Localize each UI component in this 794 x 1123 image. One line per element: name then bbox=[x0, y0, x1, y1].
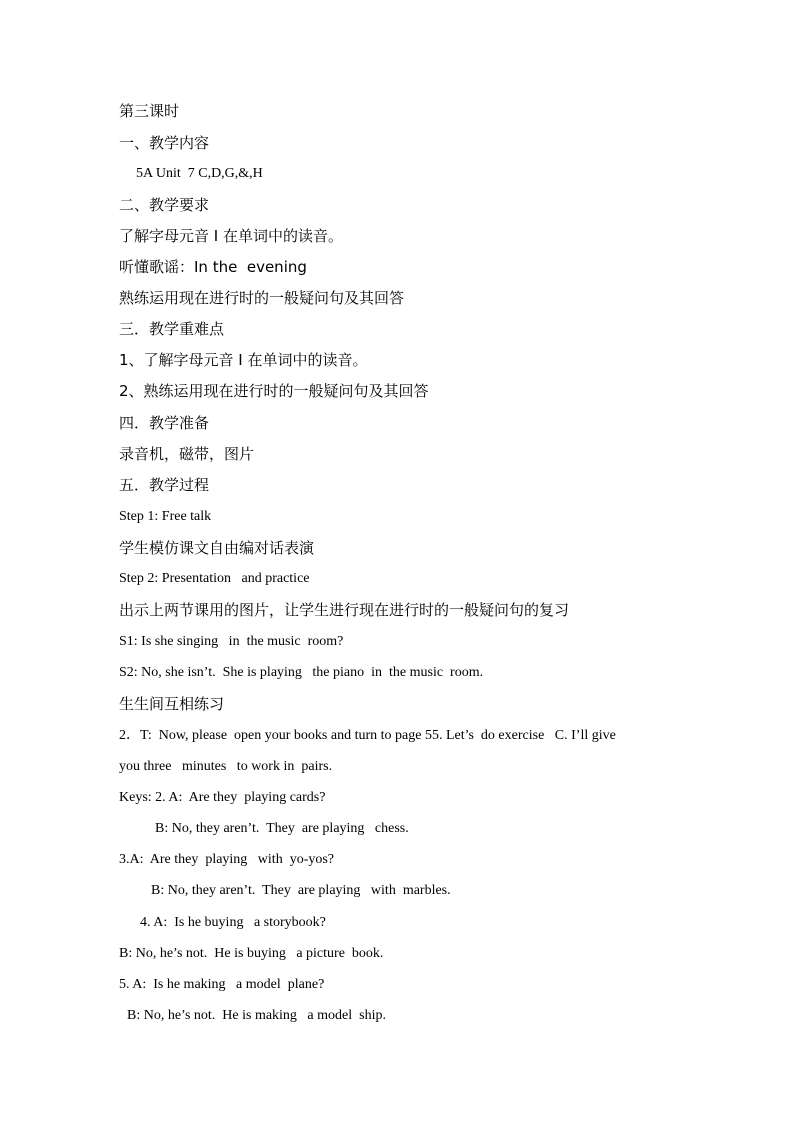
process-line: 学生模仿课文自由编对话表演 bbox=[119, 539, 315, 557]
answer-key-line: 3.A: Are they playing with yo-yos? bbox=[119, 852, 335, 867]
requirement-line: 听懂歌谣：In the evening bbox=[119, 258, 307, 276]
step-heading: Step 2: Presentation and practice bbox=[119, 571, 310, 586]
section-heading-key-points: 三．教学重难点 bbox=[119, 320, 225, 338]
section-heading-content: 一、教学内容 bbox=[119, 134, 210, 152]
process-line: 生生间互相练习 bbox=[119, 695, 225, 713]
requirement-line: 了解字母元音 I 在单词中的读音。 bbox=[119, 227, 343, 245]
dialogue-line: S2: No, she isn’t. She is playing the piano in the music room. bbox=[119, 665, 484, 680]
lesson-title: 第三课时 bbox=[119, 102, 180, 120]
process-line: 出示上两节课用的图片，让学生进行现在进行时的一般疑问句的复习 bbox=[119, 601, 570, 619]
answer-key-line: 5. A: Is he making a model plane? bbox=[119, 977, 325, 992]
section-heading-process: 五．教学过程 bbox=[119, 476, 210, 494]
section-heading-preparation: 四．教学准备 bbox=[119, 414, 210, 432]
answer-key-line: Keys: 2. A: Are they playing cards? bbox=[119, 790, 326, 805]
requirement-line: 熟练运用现在进行时的一般疑问句及其回答 bbox=[119, 289, 405, 307]
section-heading-requirements: 二、教学要求 bbox=[119, 196, 210, 214]
key-point-line: 1、了解字母元音 I 在单词中的读音。 bbox=[119, 351, 368, 369]
answer-key-line: B: No, they aren’t. They are playing with marbles. bbox=[151, 883, 451, 898]
answer-key-line: B: No, he’s not. He is buying a picture book. bbox=[119, 946, 384, 961]
preparation-line: 录音机，磁带，图片 bbox=[119, 445, 255, 463]
dialogue-line: S1: Is she singing in the music room? bbox=[119, 634, 344, 649]
instruction-line: you three minutes to work in pairs. bbox=[119, 759, 333, 774]
key-point-line: 2、熟练运用现在进行时的一般疑问句及其回答 bbox=[119, 382, 429, 400]
instruction-line: 2．T: Now, please open your books and turn to page 55. Let’s do exercise C. I’ll give bbox=[119, 728, 623, 743]
answer-key-line: B: No, they aren’t. They are playing chess. bbox=[155, 821, 409, 836]
step-heading: Step 1: Free talk bbox=[119, 509, 212, 524]
answer-key-line: 4. A: Is he buying a storybook? bbox=[140, 915, 326, 930]
answer-key-line: B: No, he’s not. He is making a model ship. bbox=[127, 1008, 386, 1023]
unit-reference: 5A Unit 7 C,D,G,&,H bbox=[136, 166, 263, 181]
